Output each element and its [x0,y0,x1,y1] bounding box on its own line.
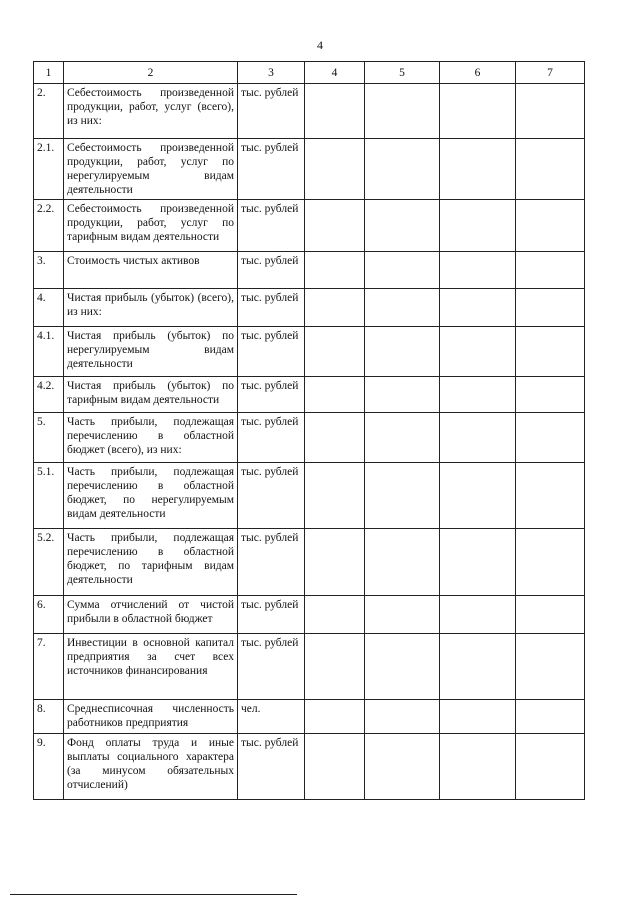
table-row [34,700,585,734]
value-cell-col6 [440,84,516,139]
value-cell-col6 [440,463,516,529]
table-row [34,200,585,252]
row-unit: тыс. рублей [238,463,305,529]
row-unit: тыс. рублей [238,529,305,596]
header-cell: 5 [365,62,440,84]
value-cell-col4 [305,377,365,413]
row-unit: тыс. рублей [238,200,305,252]
table-row [34,84,585,139]
value-cell-col7 [516,700,585,734]
row-number: 8. [34,700,64,734]
value-cell-col4 [305,734,365,800]
row-description: Инвестиции в основной капитал предприятия за счет всех источников финансирования [64,634,238,700]
row-unit: тыс. рублей [238,377,305,413]
table-row [34,596,585,634]
value-cell-col7 [516,289,585,327]
row-number: 9. [34,734,64,800]
row-unit: тыс. рублей [238,252,305,289]
value-cell-col6 [440,734,516,800]
row-number: 5.2. [34,529,64,596]
value-cell-col6 [440,252,516,289]
value-cell-col6 [440,377,516,413]
value-cell-col6 [440,200,516,252]
table-row [34,377,585,413]
table-row [34,139,585,200]
value-cell-col4 [305,463,365,529]
value-cell-col7 [516,463,585,529]
row-description: Себестоимость произведенной продукции, работ, услуг по нерегулируемым видам деятельности [64,139,238,200]
value-cell-col6 [440,596,516,634]
value-cell-col4 [305,327,365,377]
value-cell-col4 [305,700,365,734]
value-cell-col5 [365,529,440,596]
row-description: Чистая прибыль (убыток) по нерегулируемым видам деятельности [64,327,238,377]
row-description: Чистая прибыль (убыток) по тарифным видам деятельности [64,377,238,413]
row-description: Фонд оплаты труда и иные выплаты социального характера (за минусом обязательных отчислений) [64,734,238,800]
row-description: Сумма отчислений от чистой прибыли в областной бюджет [64,596,238,634]
value-cell-col5 [365,734,440,800]
row-unit: тыс. рублей [238,734,305,800]
report-table [33,61,585,800]
value-cell-col5 [365,413,440,463]
row-unit: тыс. рублей [238,84,305,139]
value-cell-col5 [365,289,440,327]
value-cell-col6 [440,413,516,463]
row-description: Часть прибыли, подлежащая перечислению в областной бюджет, по нерегулируемым видам деятельности [64,463,238,529]
table-row [34,327,585,377]
table-row [34,634,585,700]
value-cell-col7 [516,139,585,200]
row-description: Себестоимость произведенной продукции, работ, услуг (всего), из них: [64,84,238,139]
value-cell-col4 [305,634,365,700]
table-row [34,413,585,463]
value-cell-col7 [516,327,585,377]
header-cell: 6 [440,62,516,84]
value-cell-col4 [305,596,365,634]
value-cell-col5 [365,252,440,289]
header-cell: 2 [64,62,238,84]
value-cell-col5 [365,84,440,139]
value-cell-col6 [440,139,516,200]
value-cell-col7 [516,596,585,634]
row-number: 5. [34,413,64,463]
value-cell-col5 [365,634,440,700]
value-cell-col7 [516,84,585,139]
value-cell-col5 [365,596,440,634]
row-description: Чистая прибыль (убыток) (всего), из них: [64,289,238,327]
value-cell-col7 [516,413,585,463]
value-cell-col5 [365,327,440,377]
header-cell: 3 [238,62,305,84]
row-description: Часть прибыли, подлежащая перечислению в областной бюджет, по тарифным видам деятельности [64,529,238,596]
value-cell-col5 [365,200,440,252]
value-cell-col6 [440,327,516,377]
value-cell-col6 [440,634,516,700]
value-cell-col7 [516,200,585,252]
value-cell-col4 [305,139,365,200]
row-number: 5.1. [34,463,64,529]
value-cell-col4 [305,289,365,327]
table-row [34,289,585,327]
value-cell-col7 [516,529,585,596]
row-number: 3. [34,252,64,289]
row-description: Стоимость чистых активов [64,252,238,289]
row-unit: тыс. рублей [238,413,305,463]
value-cell-col7 [516,734,585,800]
row-number: 4.2. [34,377,64,413]
table-row [34,529,585,596]
row-number: 4. [34,289,64,327]
value-cell-col5 [365,463,440,529]
header-cell: 1 [34,62,64,84]
row-number: 4.1. [34,327,64,377]
row-description: Часть прибыли, подлежащая перечислению в областной бюджет (всего), из них: [64,413,238,463]
value-cell-col7 [516,252,585,289]
row-unit: тыс. рублей [238,289,305,327]
row-unit: чел. [238,700,305,734]
value-cell-col4 [305,84,365,139]
value-cell-col5 [365,139,440,200]
row-unit: тыс. рублей [238,327,305,377]
value-cell-col7 [516,634,585,700]
value-cell-col6 [440,289,516,327]
row-number: 6. [34,596,64,634]
header-cell: 4 [305,62,365,84]
value-cell-col4 [305,200,365,252]
row-unit: тыс. рублей [238,634,305,700]
value-cell-col4 [305,413,365,463]
row-description: Среднесписочная численность работников предприятия [64,700,238,734]
row-number: 2.2. [34,200,64,252]
table-row [34,252,585,289]
footer-rule [10,894,297,895]
row-number: 2. [34,84,64,139]
row-description: Себестоимость произведенной продукции, работ, услуг по тарифным видам деятельности [64,200,238,252]
table-row [34,463,585,529]
value-cell-col6 [440,700,516,734]
value-cell-col5 [365,377,440,413]
value-cell-col6 [440,529,516,596]
row-number: 2.1. [34,139,64,200]
table-row [34,734,585,800]
page-number: 4 [317,38,323,52]
header-row [34,62,585,84]
value-cell-col4 [305,252,365,289]
row-unit: тыс. рублей [238,596,305,634]
row-number: 7. [34,634,64,700]
header-cell: 7 [516,62,585,84]
value-cell-col4 [305,529,365,596]
value-cell-col5 [365,700,440,734]
row-unit: тыс. рублей [238,139,305,200]
value-cell-col7 [516,377,585,413]
